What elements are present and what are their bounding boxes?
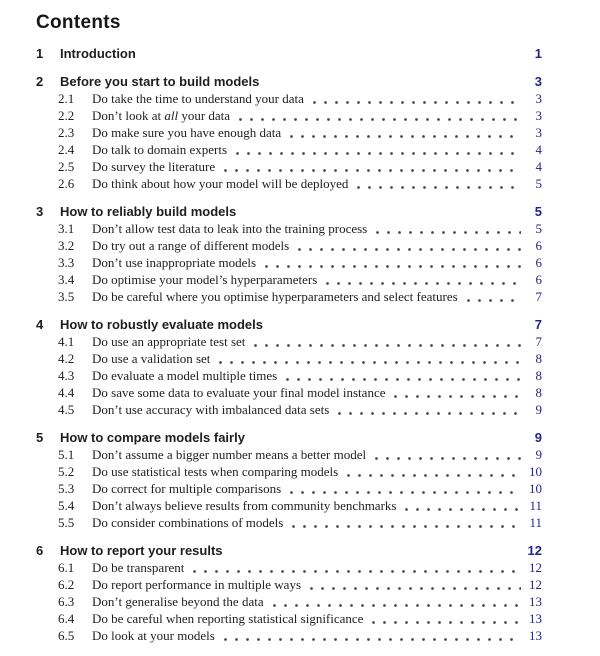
entry-page-link[interactable]: 13 [529,628,542,643]
entry-title: Do be careful where you optimise hyperparameters and select features [92,289,458,304]
entry-title: Don’t use inappropriate models [92,255,257,270]
entry-number: 6.2 [58,577,75,592]
toc-entry-row [36,124,542,141]
toc-entry-row [36,497,542,514]
entry-title: Do make sure you have enough data [92,125,282,140]
entry-title: Do think about how your model will be deployed [92,176,349,191]
toc-section [36,542,542,644]
toc-section [36,73,542,192]
entry-title: Do be transparent [92,560,185,575]
entry-title: Do take the time to understand your data [92,91,304,106]
entry-title: Do evaluate a model multiple times [92,368,278,383]
section-page-link[interactable]: 1 [534,46,542,61]
dot-leader [306,587,521,590]
entry-page-link[interactable]: 4 [535,142,542,157]
toc-entry-row [36,90,542,107]
dot-leader [269,604,521,607]
entry-page-link[interactable]: 5 [535,221,542,236]
entry-title: Don’t always believe results from community benchmarks [92,498,397,513]
entry-title: Do try out a range of different models [92,238,290,253]
toc-section-row [36,203,542,220]
toc-section [36,429,542,531]
entry-title: Do survey the literature [92,159,216,174]
dot-leader [286,135,521,138]
section-number: 6 [36,543,44,558]
entry-title: Don’t allow test data to leak into the training process [92,221,368,236]
entry-title: Do talk to domain experts [92,142,228,157]
entry-title: Don’t use accuracy with imbalanced data sets [92,402,330,417]
entry-title: Do look at your models [92,628,215,643]
section-title: How to compare models fairly [60,430,245,445]
entry-title: Do use a validation set [92,351,211,366]
entry-number: 6.3 [58,594,75,609]
entry-page-link[interactable]: 9 [535,402,542,417]
toc-entry-row [36,463,542,480]
toc-entry-row [36,175,542,192]
entry-number: 4.4 [58,385,75,400]
section-number: 4 [36,317,44,332]
entry-title: Do optimise your model’s hyperparameters [92,272,318,287]
entry-title-segment: your data [178,108,231,123]
entry-number: 4.1 [58,334,75,349]
dot-leader [390,395,521,398]
entry-number: 3.3 [58,255,75,270]
toc-entry-row [36,593,542,610]
entry-number: 5.3 [58,481,75,496]
entry-number: 3.4 [58,272,75,287]
entry-page-link[interactable]: 10 [529,481,542,496]
dot-leader [334,412,521,415]
dot-leader [372,231,521,234]
entry-number: 3.2 [58,238,75,253]
entry-title: Do consider combinations of models [92,515,284,530]
dot-leader [288,525,521,528]
section-number: 3 [36,204,44,219]
entry-page-link[interactable]: 11 [529,498,542,513]
entry-page-link[interactable]: 6 [535,238,542,253]
toc-section-row [36,45,542,62]
dot-leader [368,621,521,624]
toc-entry-row [36,576,542,593]
section-title: How to report your results [60,543,223,558]
section-page-link[interactable]: 5 [534,204,542,219]
toc-entry-row [36,480,542,497]
entry-number: 4.5 [58,402,75,417]
entry-page-link[interactable]: 8 [535,351,542,366]
toc-entry-row [36,559,542,576]
section-title: Introduction [60,46,136,61]
toc-entry-row [36,446,542,463]
dot-leader [215,361,521,364]
toc-section-row [36,73,542,90]
section-page-link[interactable]: 9 [534,430,542,445]
entry-number: 5.5 [58,515,75,530]
toc-section-row [36,542,542,559]
section-number: 2 [36,74,44,89]
entry-page-link[interactable]: 13 [529,611,542,626]
page-title: Contents [36,12,121,33]
section-title: Before you start to build models [60,74,260,89]
entry-page-link[interactable]: 3 [535,108,542,123]
entry-page-link[interactable]: 3 [535,125,542,140]
section-title: How to reliably build models [60,204,237,219]
dot-leader [322,282,521,285]
entry-number: 4.2 [58,351,75,366]
entry-page-link[interactable]: 12 [529,560,542,575]
entry-page-link[interactable]: 6 [535,272,542,287]
entry-page-link[interactable]: 3 [535,91,542,106]
entry-number: 3.5 [58,289,75,304]
toc-entry-row [36,333,542,350]
entry-page-link[interactable]: 5 [535,176,542,191]
entry-title-segment: all [164,108,179,123]
entry-page-link[interactable]: 13 [529,594,542,609]
section-number: 5 [36,430,44,445]
entry-number: 2.4 [58,142,75,157]
toc-entry-row [36,237,542,254]
dot-leader [220,169,521,172]
entry-page-link[interactable]: 11 [529,515,542,530]
entry-number: 2.5 [58,159,75,174]
toc-section-row [36,316,542,333]
entry-number: 2.6 [58,176,75,191]
toc-entry-row [36,158,542,175]
toc-entry-row [36,367,542,384]
toc-entry-row [36,107,542,124]
dot-leader [371,457,521,460]
dot-leader [282,378,521,381]
entry-page-link[interactable]: 6 [535,255,542,270]
entry-page-link[interactable]: 7 [535,289,542,304]
entry-number: 5.2 [58,464,75,479]
toc-section-row [36,429,542,446]
toc-entry-row [36,288,542,305]
toc-section [36,316,542,418]
toc-entry-row [36,514,542,531]
toc-entry-row [36,271,542,288]
entry-title: Don’t assume a bigger number means a better model [92,447,367,462]
entry-page-link[interactable]: 9 [535,447,542,462]
toc-section [36,45,542,62]
dot-leader [401,508,521,511]
dot-leader [463,299,521,302]
entry-title: Do use statistical tests when comparing models [92,464,339,479]
entry-title: Do report performance in multiple ways [92,577,302,592]
entry-page-link[interactable]: 7 [535,334,542,349]
entry-page-link[interactable]: 8 [535,385,542,400]
toc-section [36,203,542,305]
dot-leader [286,491,521,494]
entry-number: 2.2 [58,108,75,123]
dot-leader [235,118,521,121]
dot-leader [343,474,521,477]
toc-entry-row [36,254,542,271]
toc-entry-row [36,141,542,158]
entry-number: 6.5 [58,628,75,643]
dot-leader [261,265,521,268]
dot-leader [189,570,521,573]
entry-title: Don’t generalise beyond the data [92,594,264,609]
section-page-link[interactable]: 12 [527,543,542,558]
entry-page-link[interactable]: 10 [529,464,542,479]
dot-leader [220,638,521,641]
section-page-link[interactable]: 7 [534,317,542,332]
entry-number: 3.1 [58,221,75,236]
dot-leader [294,248,521,251]
section-number: 1 [36,46,44,61]
toc-entry-row [36,610,542,627]
dot-leader [232,152,521,155]
dot-leader [250,344,521,347]
entry-title [92,107,230,124]
section-page-link[interactable]: 3 [534,74,542,89]
dot-leader [309,101,521,104]
toc-entry-row [36,401,542,418]
toc-entry-row [36,384,542,401]
entry-number: 5.4 [58,498,75,513]
entry-number: 6.4 [58,611,75,626]
toc-entry-row [36,350,542,367]
entry-page-link[interactable]: 12 [529,577,542,592]
entry-title: Do be careful when reporting statistical significance [92,611,364,626]
toc-entry-row [36,220,542,237]
entry-title-segment: Don’t look at [92,108,165,123]
entry-number: 2.3 [58,125,75,140]
entry-number: 6.1 [58,560,75,575]
entry-page-link[interactable]: 8 [535,368,542,383]
entry-title: Do use an appropriate test set [92,334,246,349]
dot-leader [353,186,521,189]
entry-title: Do save some data to evaluate your final model instance [92,385,386,400]
entry-number: 2.1 [58,91,75,106]
entry-number: 4.3 [58,368,75,383]
entry-number: 5.1 [58,447,75,462]
toc-entry-row [36,627,542,644]
entry-page-link[interactable]: 4 [535,159,542,174]
toc [36,45,542,644]
section-title: How to robustly evaluate models [60,317,263,332]
entry-title: Do correct for multiple comparisons [92,481,282,496]
